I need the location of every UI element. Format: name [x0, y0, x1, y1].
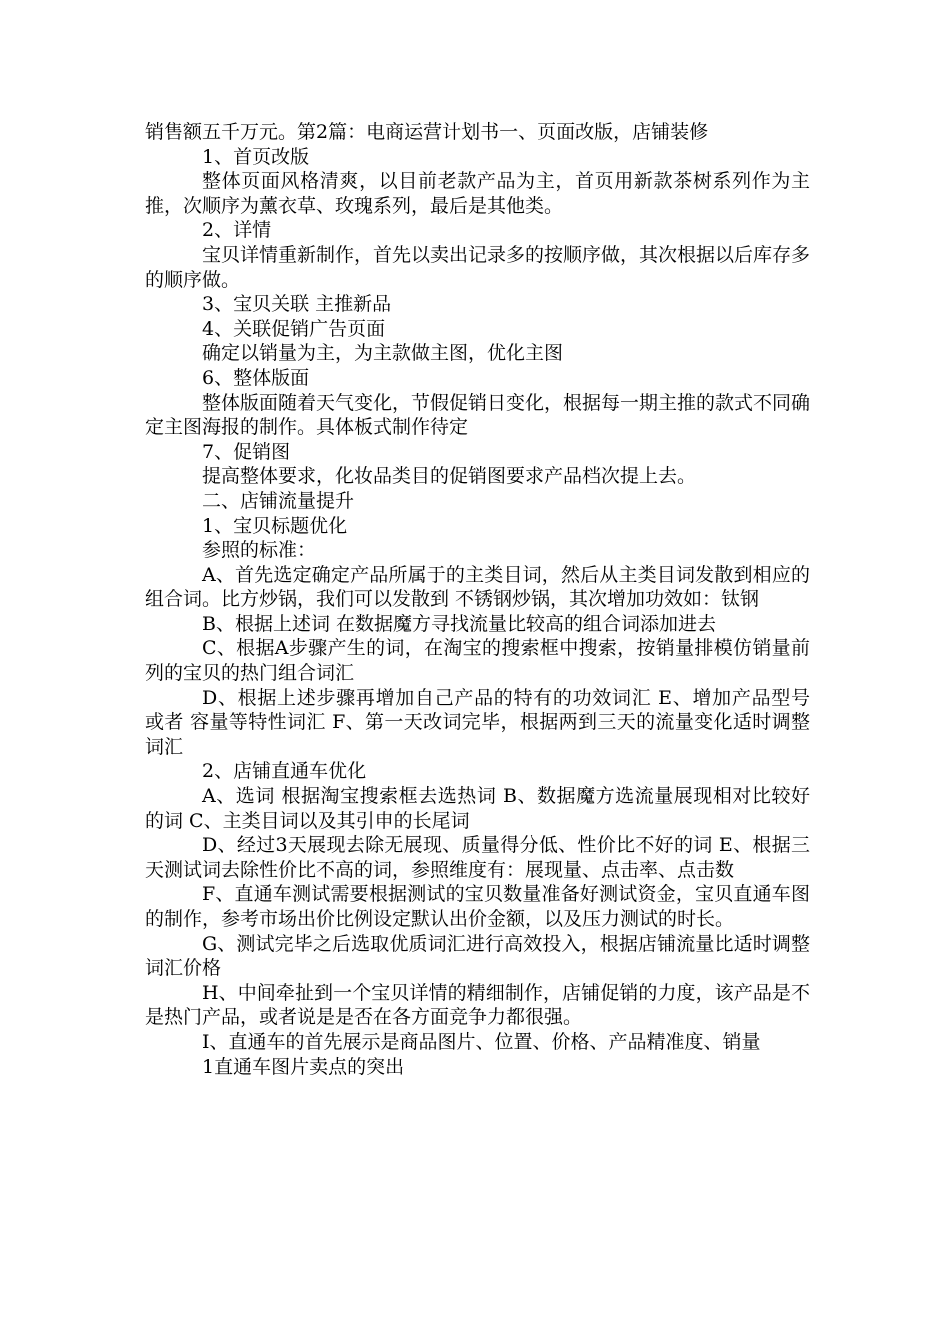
paragraph-main-image: 确定以销量为主，为主款做主图，优化主图: [202, 342, 564, 365]
paragraph-train-g: G、测试完毕之后选取优质词汇进行高效投入，根据店铺流量比适时调整词汇价格: [145, 932, 810, 980]
heading-details: 2、详情: [202, 219, 272, 242]
paragraph-train-h: H、中间牵扯到一个宝贝详情的精细制作，店铺促销的力度，该产品是不是热门产品，或者说是是否在各方面竞争力都很强。: [145, 981, 810, 1029]
paragraph-reference-standard: 参照的标准：: [202, 539, 317, 562]
paragraph-train-f: F、直通车测试需要根据测试的宝贝数量准备好测试资金，宝贝直通车图的制作，参考市场出价比例设定默认出价金额，以及压力测试的时长。: [145, 883, 810, 930]
heading-homepage-revision: 1、首页改版: [202, 145, 310, 168]
paragraph-homepage-style: 整体页面风格清爽，以目前老款产品为主，首页用新款茶树系列作为主推，次顺序为薰衣草、玫瑰系列，最后是其他类。: [145, 170, 810, 217]
heading-related-products: 3、宝贝关联 主推新品: [202, 293, 392, 316]
paragraph-1: 销售额五千万元。第2篇：电商运营计划书一、页面改版，店铺装修: [145, 121, 709, 143]
document-body: [145, 120, 810, 1079]
heading-through-train: 2、店铺直通车优化: [202, 760, 367, 783]
heading-overall-layout: 6、整体版面: [202, 366, 310, 389]
paragraph-step-b: B、根据上述词 在数据魔方寻找流量比较高的组合词添加进去: [202, 612, 717, 635]
paragraph-train-d-e: D、经过3天展现去除无展现、质量得分低、性价比不好的词 E、根据三天测试词去除性价比不高的词，参照维度有：展现量、点击率、点击数: [145, 834, 810, 881]
paragraph-step-d-e-f: D、根据上述步骤再增加自己产品的特有的功效词汇 E、增加产品型号 或者 容量等特性词汇 F、第一天改词完毕，根据两到三天的流量变化适时调整词汇: [145, 686, 810, 758]
heading-promo-image: 7、促销图: [202, 440, 291, 463]
paragraph-step-c: C、根据A步骤产生的词，在淘宝的搜索框中搜索，按销量排模仿销量前列的宝贝的热门组合词汇: [145, 637, 810, 685]
paragraph-train-image-selling-point: 1直通车图片卖点的突出: [202, 1055, 405, 1078]
paragraph-details: 宝贝详情重新制作，首先以卖出记录多的按顺序做，其次根据以后库存多的顺序做。: [145, 243, 811, 291]
paragraph-train-a-b-c: A、选词 根据淘宝搜索框去选热词 B、数据魔方选流量展现相对比较好的词 C、主类目词以及其引申的长尾词: [145, 785, 810, 832]
heading-title-optimization: 1、宝贝标题优化: [202, 514, 348, 537]
heading-promo-page: 4、关联促销广告页面: [202, 317, 386, 340]
paragraph-train-i: I、直通车的首先展示是商品图片、位置、价格、产品精准度、销量: [202, 1030, 761, 1053]
paragraph-overall-layout: 整体版面随着天气变化，节假促销日变化，根据每一期主推的款式不同确定主图海报的制作。具体板式制作待定: [145, 391, 811, 439]
paragraph-promo-image: 提高整体要求，化妆品类目的促销图要求产品档次提上去。: [202, 465, 697, 488]
paragraph-step-a: A、首先选定确定产品所属于的主类目词，然后从主类目词发散到相应的组合词。比方炒锅，我们可以发散到 不锈钢炒锅，其次增加功效如：钛钢: [145, 563, 810, 611]
section-heading-traffic: 二、店铺流量提升: [202, 489, 355, 512]
